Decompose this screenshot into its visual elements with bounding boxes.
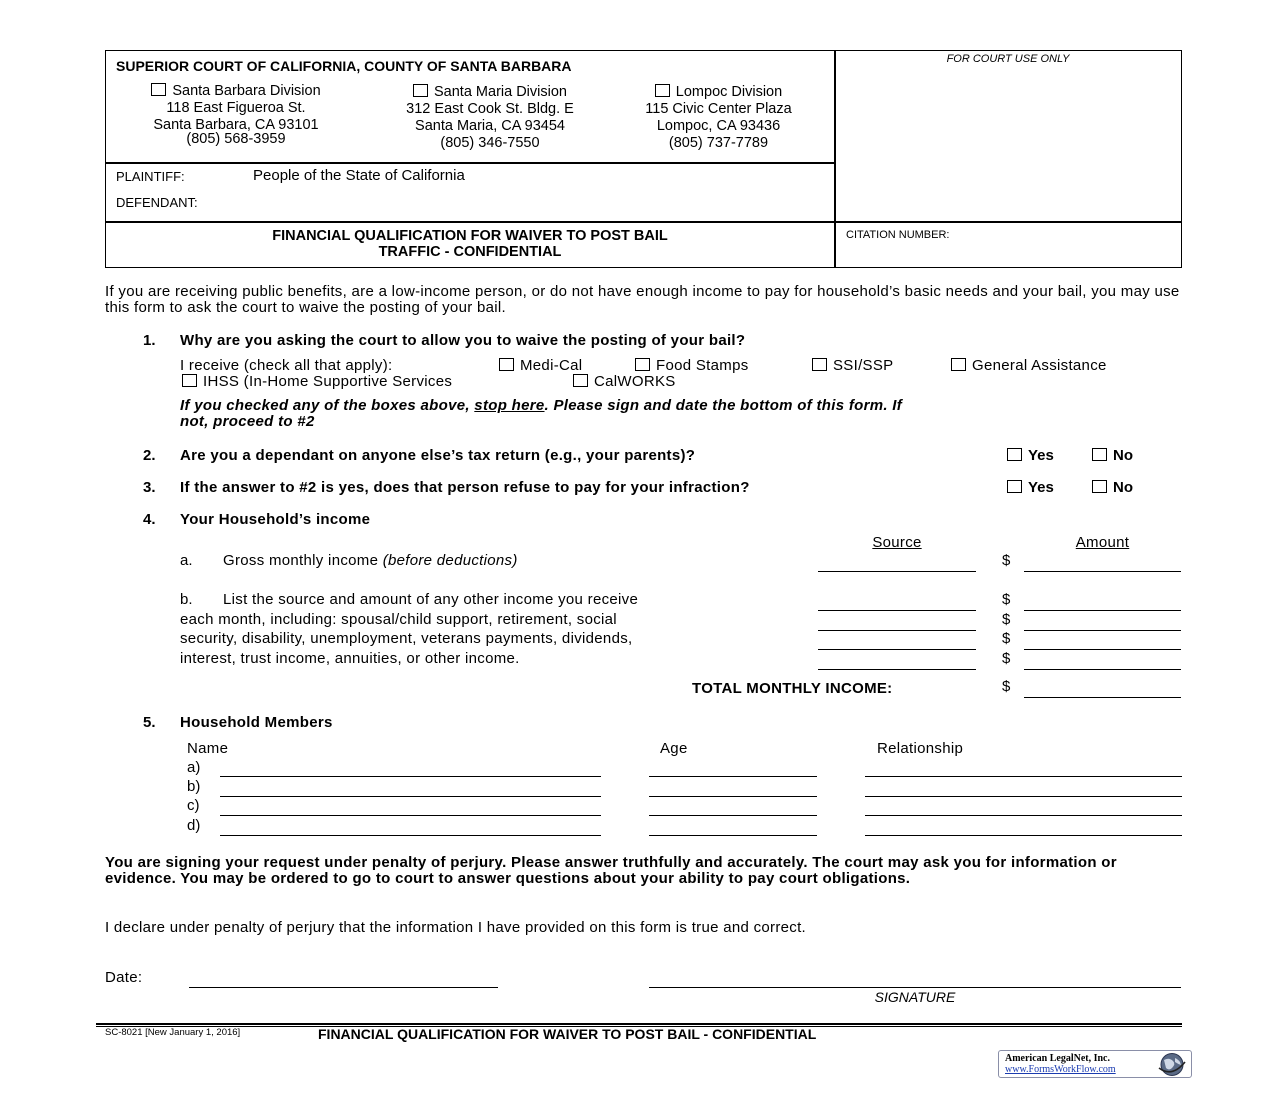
division-address1: 115 Civic Center Plaza: [645, 101, 792, 117]
row-label: a): [187, 759, 201, 776]
name-header: Name: [187, 740, 229, 757]
row-label: c): [187, 797, 200, 814]
source-input-b1[interactable]: [818, 610, 976, 611]
option-label: CalWORKS: [594, 373, 676, 390]
q4b-line4: interest, trust income, annuities, or other income.: [180, 650, 520, 667]
total-income-label: TOTAL MONTHLY INCOME:: [692, 680, 893, 697]
dollar-sign: $: [1002, 650, 1011, 667]
checkbox-santa-maria[interactable]: [413, 84, 428, 97]
member-name-input[interactable]: [220, 796, 601, 797]
amount-input-a[interactable]: [1024, 571, 1181, 572]
intro-text: If you are receiving public benefits, are a low-income person, or do not have enough income to pay for household’s basic needs and your bail, you may use this form to ask the court to waive the posting of your bail.: [105, 283, 1180, 316]
signature-label: SIGNATURE: [874, 989, 956, 1005]
division-address2: Lompoc, CA 93436: [656, 118, 781, 134]
source-input-b4[interactable]: [818, 669, 976, 670]
caption-rule-1: [105, 162, 835, 164]
option-ssi-ssp[interactable]: [812, 357, 893, 374]
no-label: No: [1113, 479, 1133, 496]
member-age-input[interactable]: [649, 835, 817, 836]
q5-text: Household Members: [180, 714, 333, 731]
checkbox-icon[interactable]: [812, 358, 827, 371]
q3-yes[interactable]: [1007, 479, 1054, 496]
dollar-sign: $: [1002, 611, 1011, 628]
vendor-badge[interactable]: [998, 1050, 1192, 1078]
total-income-input[interactable]: [1024, 697, 1181, 698]
source-input-a[interactable]: [818, 571, 976, 572]
q4-number: 4.: [143, 511, 156, 528]
source-input-b2[interactable]: [818, 630, 976, 631]
option-label: General Assistance: [972, 357, 1107, 374]
division-name: Santa Barbara Division: [172, 83, 321, 99]
checkbox-icon[interactable]: [1007, 480, 1022, 493]
row-label: b): [187, 778, 201, 795]
q1-number: 1.: [143, 332, 156, 349]
q4b-line2: each month, including: spousal/child support, retirement, social: [180, 611, 617, 628]
checkbox-lompoc[interactable]: [655, 84, 670, 97]
footer-rule-1: [96, 1023, 1182, 1025]
form-title-line1: FINANCIAL QUALIFICATION FOR WAIVER TO POST BAIL: [272, 228, 668, 244]
q1-text: Why are you asking the court to allow you to waive the posting of your bail?: [180, 332, 746, 349]
q5-number: 5.: [143, 714, 156, 731]
dollar-sign: $: [1002, 630, 1011, 647]
division-address2: Santa Maria, CA 93454: [415, 118, 565, 134]
yes-label: Yes: [1028, 479, 1054, 496]
division-name: Lompoc Division: [675, 84, 783, 100]
q1-note-a: If you checked any of the boxes above,: [180, 397, 470, 414]
member-relationship-input[interactable]: [865, 796, 1182, 797]
date-label: Date:: [105, 969, 143, 986]
no-label: No: [1113, 447, 1133, 464]
dollar-sign: $: [1002, 591, 1011, 608]
q3-number: 3.: [143, 479, 156, 496]
division-santa-barbara: [116, 83, 356, 148]
vendor-url[interactable]: www.FormsWorkFlow.com: [1005, 1064, 1116, 1075]
q4-text: Your Household’s income: [180, 511, 371, 528]
checkbox-icon[interactable]: [499, 358, 514, 371]
q4a-text: [223, 552, 518, 569]
division-lompoc: [606, 84, 831, 152]
q4a-main: Gross monthly income: [223, 552, 379, 569]
division-name: Santa Maria Division: [434, 84, 567, 100]
q1-receive-label: I receive (check all that apply):: [180, 357, 393, 374]
member-age-input[interactable]: [649, 815, 817, 816]
q1-note-b: . Please sign and date the bottom of this form. If: [544, 397, 903, 414]
amount-input-b3[interactable]: [1024, 649, 1181, 650]
member-name-input[interactable]: [220, 815, 601, 816]
division-address1: 118 East Figueroa St.: [166, 100, 306, 116]
checkbox-icon[interactable]: [182, 374, 197, 387]
checkbox-icon[interactable]: [951, 358, 966, 371]
source-input-b3[interactable]: [818, 649, 976, 650]
member-age-input[interactable]: [649, 796, 817, 797]
option-label: IHSS (In-Home Supportive Services: [203, 373, 453, 390]
division-phone: (805) 568-3959: [186, 131, 286, 147]
form-title-line2: TRAFFIC - CONFIDENTIAL: [378, 244, 562, 260]
globe-icon: [1157, 1052, 1187, 1077]
q4a-label: a.: [180, 552, 193, 569]
q4b-line1: List the source and amount of any other income you receive: [223, 591, 639, 608]
member-relationship-input[interactable]: [865, 835, 1182, 836]
checkbox-icon[interactable]: [1092, 480, 1107, 493]
amount-header: Amount: [1075, 534, 1130, 551]
division-santa-maria: [360, 84, 620, 152]
member-relationship-input[interactable]: [865, 815, 1182, 816]
division-address1: 312 East Cook St. Bldg. E: [406, 101, 574, 117]
option-label: Food Stamps: [656, 357, 749, 374]
option-general-assistance[interactable]: [951, 357, 1107, 374]
footer-title: FINANCIAL QUALIFICATION FOR WAIVER TO POST BAIL - CONFIDENTIAL: [318, 1026, 817, 1042]
q4b-line3: security, disability, unemployment, veterans payments, dividends,: [180, 630, 633, 647]
division-phone: (805) 737-7789: [668, 135, 769, 151]
amount-input-b2[interactable]: [1024, 630, 1181, 631]
source-header: Source: [872, 534, 922, 551]
q4a-ital: (before deductions): [382, 552, 518, 569]
signature-line[interactable]: [649, 987, 1181, 988]
q1-note-c: not, proceed to #2: [180, 413, 315, 430]
vendor-name: American LegalNet, Inc.: [1005, 1053, 1110, 1064]
caption-rule-2: [105, 221, 1182, 223]
q1-note: [180, 398, 1170, 430]
division-phone: (805) 346-7550: [440, 135, 540, 151]
division-address2: Santa Barbara, CA 93101: [153, 117, 319, 133]
q3-text: If the answer to #2 is yes, does that person refuse to pay for your infraction?: [180, 479, 750, 496]
checkbox-santa-barbara[interactable]: [151, 83, 166, 96]
q2-text: Are you a dependant on anyone else’s tax return (e.g., your parents)?: [180, 447, 696, 464]
option-label: SSI/SSP: [833, 357, 894, 374]
amount-input-b4[interactable]: [1024, 669, 1181, 670]
checkbox-icon[interactable]: [1092, 448, 1107, 461]
q2-number: 2.: [143, 447, 156, 464]
dollar-sign: $: [1002, 552, 1011, 569]
age-header: Age: [660, 740, 688, 757]
member-relationship-input[interactable]: [865, 776, 1182, 777]
q2-yes[interactable]: [1007, 447, 1054, 464]
checkbox-icon[interactable]: [1007, 448, 1022, 461]
checkbox-icon[interactable]: [635, 358, 650, 371]
footer-form-id: SC-8021 [New January 1, 2016]: [105, 1027, 241, 1038]
form-title: [105, 228, 835, 260]
plaintiff-label: PLAINTIFF:: [116, 169, 185, 184]
amount-input-b1[interactable]: [1024, 610, 1181, 611]
member-name-input[interactable]: [220, 776, 601, 777]
option-calworks[interactable]: [573, 373, 676, 390]
option-medi-cal[interactable]: [499, 357, 582, 374]
citation-label: CITATION NUMBER:: [846, 229, 950, 241]
q2-no[interactable]: [1092, 447, 1133, 464]
option-food-stamps[interactable]: [635, 357, 749, 374]
option-label: Medi-Cal: [520, 357, 583, 374]
member-age-input[interactable]: [649, 776, 817, 777]
plaintiff-value[interactable]: People of the State of California: [253, 167, 465, 184]
court-title: SUPERIOR COURT OF CALIFORNIA, COUNTY OF SANTA BARBARA: [116, 58, 572, 74]
defendant-label: DEFENDANT:: [116, 195, 198, 210]
row-label: d): [187, 817, 201, 834]
q3-no[interactable]: [1092, 479, 1133, 496]
declaration-text: I declare under penalty of perjury that the information I have provided on this form is true and correct.: [105, 919, 807, 936]
q4b-label: b.: [180, 591, 193, 608]
member-name-input[interactable]: [220, 835, 601, 836]
yes-label: Yes: [1028, 447, 1054, 464]
date-input[interactable]: [189, 987, 498, 988]
option-ihss[interactable]: [182, 373, 452, 390]
checkbox-icon[interactable]: [573, 374, 588, 387]
court-use-label: FOR COURT USE ONLY: [946, 53, 1070, 65]
relationship-header: Relationship: [877, 740, 964, 757]
dollar-sign: $: [1002, 678, 1011, 695]
perjury-warning: You are signing your request under penalty of perjury. Please answer truthfully and accurately. The court may ask you for information or evidence. You may be ordered to go to court to answer questions about your ability to pay court obligations.: [105, 854, 1117, 887]
q1-note-stop: stop here: [474, 397, 545, 414]
